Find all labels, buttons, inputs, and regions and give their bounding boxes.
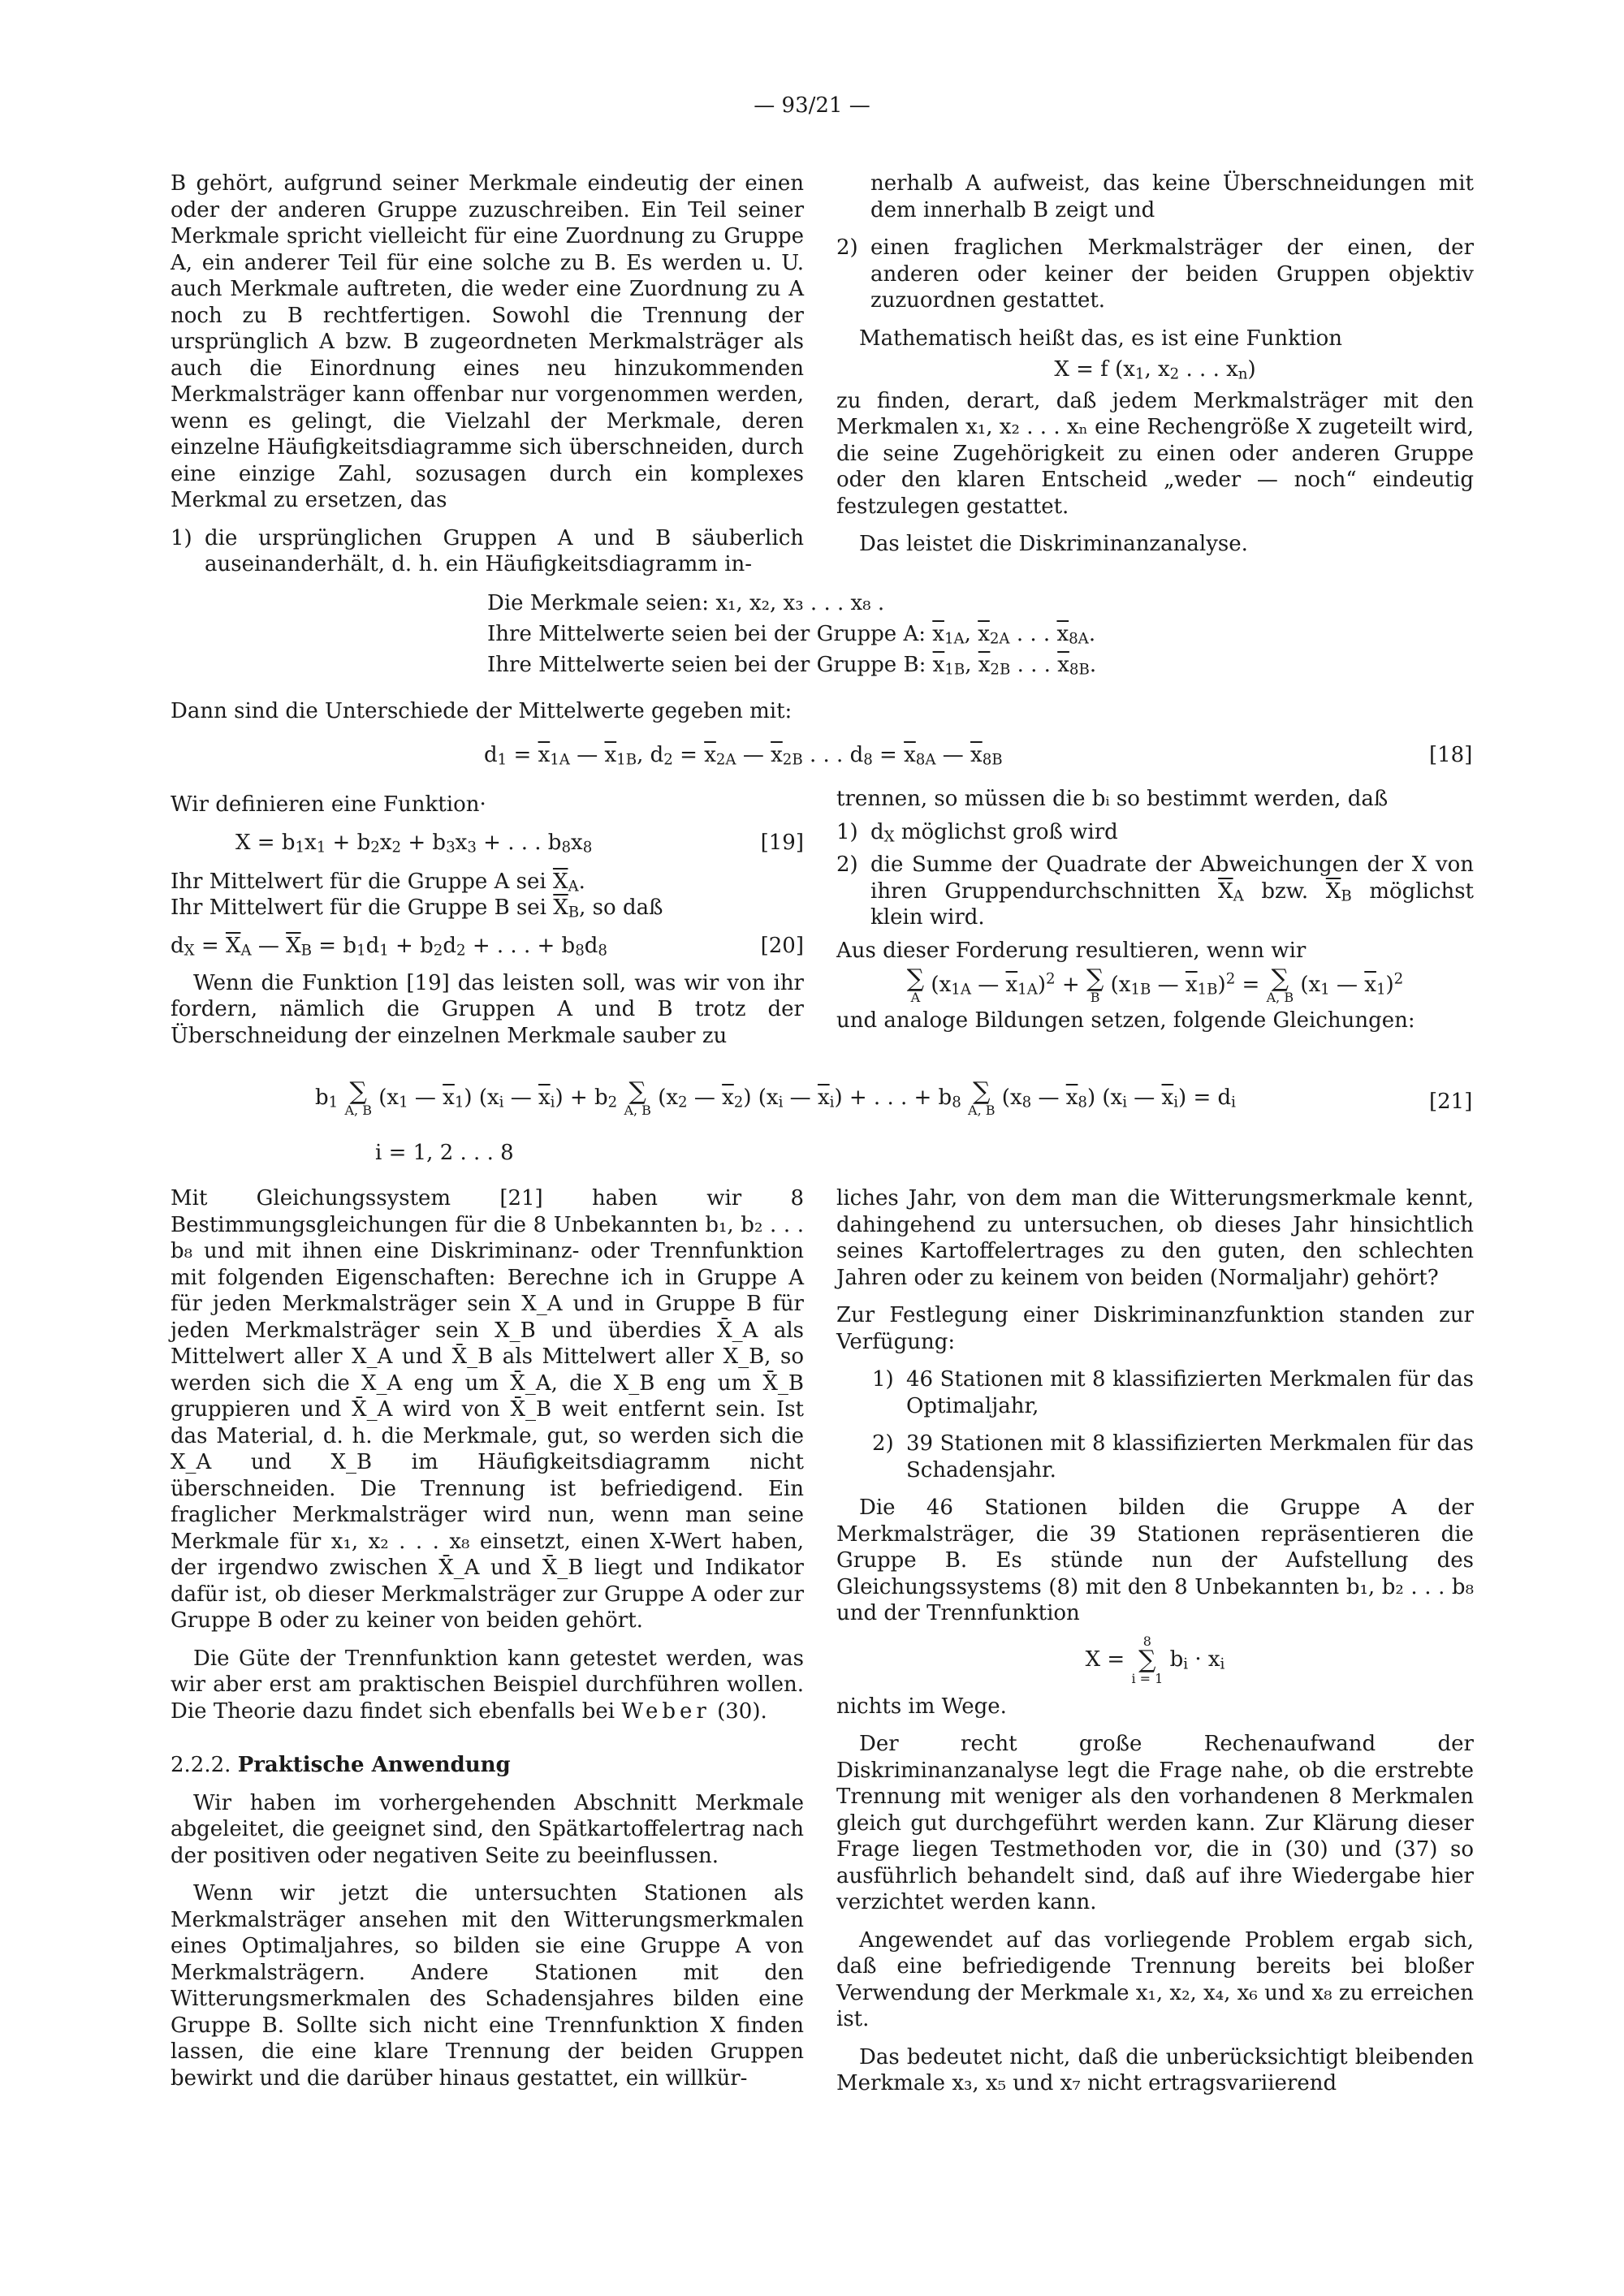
paragraph: Der recht große Rechenaufwand der Diskriminanzanalyse legt die Frage nahe, ob die erstrebte Trennung mit weniger als den vorhandenen 8 Merkmalen gleich gut durchgeführt werden kann. Zur Klärung dieser Frage liegen Testmethoden vor, die in (30) und (37) so ausführlich behandelt sind, daß auf ihre Wiedergabe hier verzichtet werden kann. — [836, 1732, 1474, 1914]
paragraph: Ihr Mittelwert für die Gruppe B sei $\overline{X}_B$, so daß — [171, 896, 663, 921]
right-column-1 — [836, 170, 1474, 558]
section-heading: 2.2.2. Praktische Anwendung — [171, 1753, 511, 1777]
equation-number: [21] — [1429, 1090, 1473, 1114]
page-number: — 93/21 — — [754, 93, 870, 118]
paragraph: Wenn wir jetzt die untersuchten Stationen als Merkmalsträger ansehen mit den Witterungsmerkmalen eines Optimaljahres, so bilden sie eine Gruppe A von Merkmalsträgern. Andere Stationen mit den Witterungsmerkmalen des Schadensjahres bilden eine Gruppe B. Sollte sich nicht eine Trennfunktion X finden lassen, die eine klare Trennung der beiden Gruppen bewirkt und die darüber hinaus gestattet, ein willkür- — [171, 1881, 804, 2091]
paragraph: Das bedeutet nicht, daß die unberücksichtigt bleibenden Merkmale x₃, x₅ und x₇ nicht ertragsvariierend — [836, 2044, 1474, 2095]
list-item: 2) die Summe der Quadrate der Abweichungen der X von ihren Gruppendurchschnitten $\overline{X}_A$ bzw. $\overline{X}_B$ möglichst klein wird. — [836, 852, 1474, 930]
center-line: Dann sind die Unterschiede der Mittelwerte gegeben mit: — [171, 699, 793, 723]
equation: X = 8 ∑ i = 1 $b_i \cdot x_i$ — [1085, 1633, 1225, 1686]
equation: $X = b_1x_1 + b_2x_2 + b_3x_3$ + . . . $b_8x_8$ [19] — [235, 830, 804, 857]
paragraph: Aus dieser Forderung resultieren, wenn wir — [836, 938, 1307, 963]
paragraph: Angewendet auf das vorliegende Problem ergab sich, daß eine befriedigende Trennung bereits bei bloßer Verwendung der Merkmale x₁, x₂, x₄, x₆ und x₈ zu erreichen ist. — [836, 1927, 1474, 2031]
equation-index: i = 1, 2 . . . 8 — [375, 1141, 514, 1165]
equation: $d_1 = \overline{x}_{1A}$ — $\overline{x}_{1B}$, $d_2 = \overline{x}_{2A}$ — $\overline{x}_{2B}$ . . . $d_8 = \overline{x}_{8A}$ — $\overline{x}_{8B}$ — [484, 743, 1003, 769]
center-line: Ihre Mittelwerte seien bei der Gruppe A: $\overline{x}_{1A}$, $\overline{x}_{2A}$ . . . $\overline{x}_{8A}$. — [487, 622, 1096, 648]
equation: $d_X = \overline{X}_A$ — $\overline{X}_B = b_1d_1 + b_2d_2$ + . . . + $b_8d_8$ [20] — [171, 933, 804, 960]
equation-number: [20] — [760, 933, 804, 958]
paragraph: Die Güte der Trennfunktion kann getestet werden, was wir aber erst am praktischen Beispiel durchführen wollen. Die Theorie dazu findet sich ebenfalls bei Weber (30). — [171, 1646, 804, 1724]
list-item: 2) 39 Stationen mit 8 klassifizierten Merkmalen für das Schadensjahr. — [872, 1431, 1474, 1482]
paragraph: Wenn die Funktion [19] das leisten soll, was wir von ihr fordern, nämlich die Gruppen A und B trotz der Überschneidung der einzelnen Merkmale sauber zu — [171, 970, 804, 1048]
list-item: 2) einen fraglichen Merkmalsträger der einen, der anderen oder keiner der beiden Gruppen objektiv zuzuordnen gestattet. — [836, 235, 1474, 313]
paragraph: zu finden, derart, daß jedem Merkmalsträger mit den Merkmalen x₁, x₂ . . . xₙ eine Rechengröße X zugeteilt wird, die seine Zugehörigkeit zu einen oder anderen Gruppe oder den klaren Entscheid „weder — noch“ eindeutig festzulegen gestattet. — [836, 388, 1474, 519]
paragraph: Wir definieren eine Funktion· — [171, 792, 486, 817]
paragraph: Ihr Mittelwert für die Gruppe A sei $\overline{X}_A$. — [171, 869, 585, 896]
list-item: 1) $d_X$ möglichst groß wird — [836, 819, 1118, 846]
left-column-3 — [171, 1185, 804, 2091]
paragraph: liches Jahr, von dem man die Witterungsmerkmale kennt, dahingehend zu untersuchen, ob dieses Jahr hinsichtlich seines Kartoffelertrages zu den guten, den schlechten Jahren oder zu keinem von beiden (Normaljahr) gehört? — [836, 1186, 1474, 1290]
paragraph: Zur Festlegung einer Diskriminanzfunktion standen zur Verfügung: — [836, 1303, 1474, 1354]
equation: ∑ A ($x_{1A}$ — $\overline{x}_{1A})^2$ + ∑ B ($x_{1B}$ — $\overline{x}_{1B})^2$ = ∑ A, B ($x_1$ — $\overline{x}_1)^2$ — [906, 965, 1404, 1005]
list-item: 1) die ursprünglichen Gruppen A und B säuberlich auseinanderhält, d. h. ein Häufigkeitsdiagramm in- — [171, 525, 804, 576]
left-column-2 — [171, 792, 804, 1049]
paragraph: Wir haben im vorhergehenden Abschnitt Merkmale abgeleitet, die geeignet sind, den Spätkartoffelertrag nach der positiven oder negativen Seite zu beeinflussen. — [171, 1790, 804, 1868]
right-column-2 — [836, 786, 1474, 1034]
paragraph: Die 46 Stationen bilden die Gruppe A der Merkmalsträger, die 39 Stationen repräsentieren die Gruppe B. Es stünde nun der Aufstellung des Gleichungssystems (8) mit den 8 Unbekannten b₁, b₂ . . . b₈ und der Trennfunktion — [836, 1495, 1474, 1625]
right-column-3 — [836, 1185, 1474, 2097]
center-line: Die Merkmale seien: x₁, x₂, x₃ . . . x₈ . — [487, 591, 885, 615]
paragraph: Das leistet die Diskriminanzanalyse. — [859, 532, 1248, 556]
paragraph: trennen, so müssen die bᵢ so bestimmt werden, daß — [836, 787, 1389, 811]
center-line: Ihre Mittelwerte seien bei der Gruppe B: $\overline{x}_{1B}$, $\overline{x}_{2B}$ . . . $\overline{x}_{8B}$. — [487, 653, 1097, 679]
equation-number: [18] — [1429, 743, 1473, 767]
left-column-1 — [171, 170, 804, 578]
equation-number: [19] — [760, 830, 804, 855]
list-item: 1) 46 Stationen mit 8 klassifizierten Merkmalen für das Optimaljahr, — [872, 1367, 1474, 1418]
paragraph: Mathematisch heißt das, es ist eine Funktion — [859, 326, 1342, 351]
equation: $b_1$ ∑ A, B ($x_1$ — $\overline{x}_1$) ($x_i$ — $\overline{x}_i) + b_2$ ∑ A, B ($x_2$ — $\overline{x}_2$) ($x_i$ — $\overline{x}_i$) + . . . + $b_8$ ∑ A, B ($x_8$ — $\overline{x}_8$) ($x_i$ — $\overline{x}_i) = d_i$ — [315, 1077, 1236, 1118]
paragraph: und analoge Bildungen setzen, folgende Gleichungen: — [836, 1008, 1415, 1033]
paragraph: B gehört, aufgrund seiner Merkmale eindeutig der einen oder der anderen Gruppe zuzuschreiben. Ein Teil seiner Merkmale spricht vielleicht für eine Zuordnung zu Gruppe A, ein anderer Teil für eine solche zu B. Es werden u. U. auch Merkmale auftreten, die weder eine Zuordnung zu A noch zu B rechtfertigen. Sowohl die Trennung der ursprünglich A bzw. B zugeordneten Merkmalsträger als auch die Einordnung eines neu hinzukommenden Merkmalsträger kann offenbar nur vorgenommen werden, wenn es gelingt, die Vielzahl der Merkmale, deren einzelne Häufigkeitsdiagramme sich überschneiden, durch eine einzige Zahl, sozusagen durch ein komplexes Merkmal zu ersetzen, das — [171, 171, 804, 512]
equation: X = f ($x_1$, $x_2$ . . . $x_n$) — [1054, 357, 1256, 383]
paragraph: nerhalb A aufweist, das keine Überschneidungen mit dem innerhalb B zeigt und — [870, 171, 1474, 222]
paragraph: Mit Gleichungssystem [21] haben wir 8 Bestimmungsgleichungen für die 8 Unbekannten b₁, b₂ . . . b₈ und mit ihnen eine Diskriminanz- oder Trennfunktion mit folgenden Eigenschaften: Berechne ich in Gruppe A für jeden Merkmalsträger sein X_A und in Gruppe B für jeden Merkmalsträger sein X_B und überdies X̄_A als Mittelwert aller X_A und X̄_B als Mittelwert aller X_B, so werden sich die X_A eng um X̄_A, die X_B eng um X̄_B gruppieren und X̄_A wird von X̄_B weit entfernt sein. Ist das Material, d. h. die Merkmale, gut, so werden sich die X_A und X_B im Häufigkeitsdiagramm nicht überschneiden. Die Trennung ist befriedigend. Ein fraglicher Merkmalsträger wird nun, wenn man seine Merkmale für x₁, x₂ . . . x₈ einsetzt, einen X-Wert haben, der irgendwo zwischen X̄_A und X̄_B liegt und Indikator dafür ist, ob dieser Merkmalsträger zur Gruppe A oder zur Gruppe B oder zu keiner von beiden gehört. — [171, 1186, 804, 1633]
paragraph: nichts im Wege. — [836, 1694, 1007, 1719]
